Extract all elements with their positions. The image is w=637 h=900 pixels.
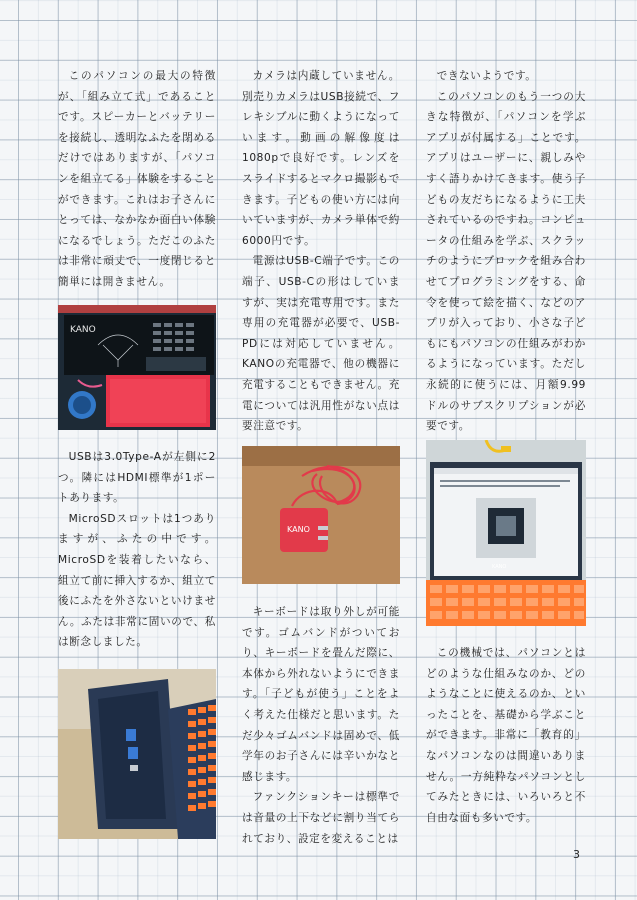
paragraph: キーボードは取り外しが可能です。ゴムバンドがついており、キーボードを畳んだ際に、本体から外れないようにできます。「子どもが使う」ことをよく考えた仕様だと思います。ただ少々ゴムバンドは固めで、低学年のお子さんには辛いかなと感じます。 — [242, 606, 400, 783]
paragraph: このパソコンのもう一つの大きな特徴が、「パソコンを学ぶアプリが付属する」ことです。アプリはユーザーに、親しみやすく語りかけてきます。使う子どもの友だちになるように工夫されているのですね。コンピュータの仕組みを学ぶ、スクラッチのようにブロックを組み合わせてプログラミングをする、命令を使って絵を描く、などのアプリが入っており、小さな子どもにもパソコンの仕組みがわかるようになっています。ただし永続的に使うには、月額9.99ドルのサブスクリプションが必要です。 — [426, 90, 586, 433]
kano-board-illustration — [58, 305, 216, 430]
column-2-text-top — [242, 66, 400, 437]
paragraph: USBは3.0Type-Aが左側に2つ。隣にはHDMI標準が1ポートあります。 — [58, 451, 216, 505]
column-1-text-bottom — [58, 447, 216, 653]
kano-logo: KANO — [70, 325, 96, 335]
paragraph: 電源はUSB-C端子です。この端子、USB-Cの形はしていますが、実は充電専用です。また専用の充電器が必要で、USB-PDには対応していません。KANOの充電器で、他の機器に充電することもできません。充電については汎用性がない点は要注意です。 — [242, 255, 400, 433]
kano-board-photo — [58, 305, 216, 430]
laptop-screen-photo — [426, 440, 586, 626]
charger-photo — [242, 446, 400, 584]
paragraph: できないようです。 — [436, 70, 537, 82]
page-number: 3 — [573, 848, 580, 861]
kano-logo: KANO — [492, 564, 507, 570]
paragraph: ファンクションキーは標準では音量の上下などに割り当てられており、設定を変えることは — [242, 791, 400, 845]
column-3-text-top — [426, 66, 586, 437]
charger-illustration — [242, 446, 400, 584]
column-3-text-bottom — [426, 643, 586, 828]
laptop-screen-illustration — [426, 440, 586, 626]
column-1-text-top — [58, 66, 216, 293]
paragraph: この機械では、パソコンとはどのような仕組みなのか、どのようなことに使えるのか、といったことを、基礎から学ぶことができます。非常に「教育的」なパソコンなのは間違いありません。一方純粋なパソコンとしてみたときには、いろいろと不自由な面も多いです。 — [426, 647, 586, 824]
paragraph: MicroSDスロットは1つありますが、ふたの中です。MicroSDを装着したいなら、組立て前に挿入するか、組立て後にふたを外さないといけません。ふたは非常に固いので、私は断念しました。 — [58, 512, 216, 649]
paragraph: このパソコンの最大の特徴が、「組み立て式」であることです。スピーカーとバッテリーを接続し、透明なふたを閉めるだけではありますが、「パソコンを組立てる」体験をすることができます。これはお子さんにとっては、なかなか面白い体験になるでしょう。ただこのふたは非常に頑丈で、一度閉じると簡単には開きません。 — [58, 70, 216, 288]
laptop-stand-photo — [58, 669, 216, 839]
paragraph: カメラは内蔵していません。別売りカメラはUSB接続で、フレキシブルに動くようになっています。動画の解像度は1080pで良好です。レンズをスライドするとマクロ撮影もできます。子どもの使い方には向いていますが、カメラ単体で約6000円です。 — [242, 70, 400, 247]
column-2-text-bottom — [242, 602, 400, 849]
kano-logo: KANO — [287, 525, 310, 534]
laptop-stand-illustration — [58, 669, 216, 839]
